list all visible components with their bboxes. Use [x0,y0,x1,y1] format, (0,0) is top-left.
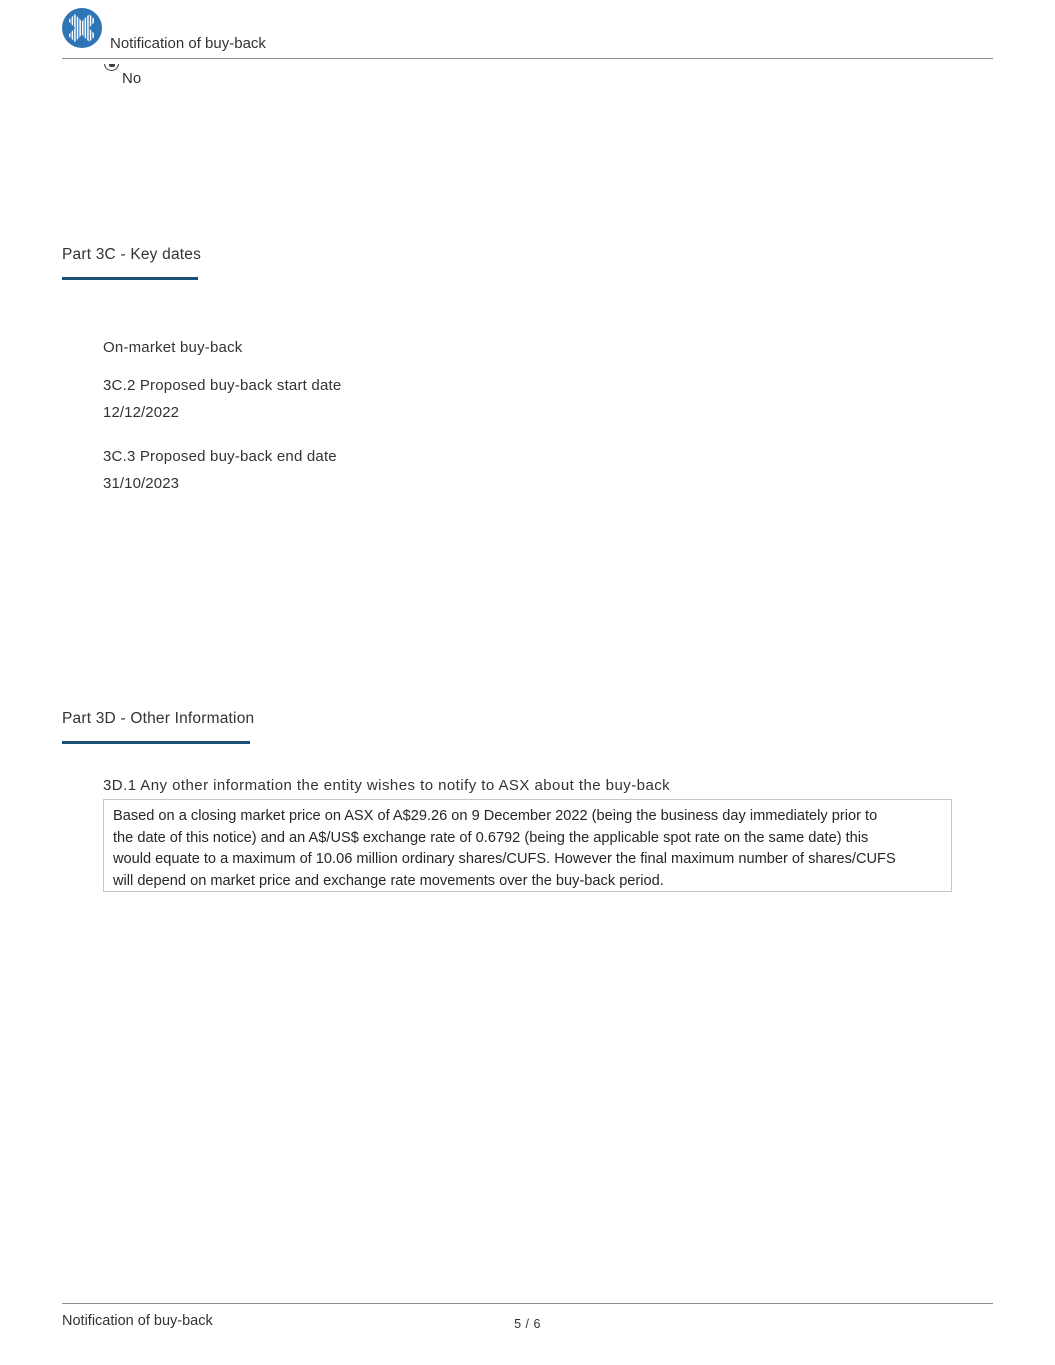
radio-dot [109,64,115,67]
answer-line: would equate to a maximum of 10.06 million ordinary shares/CUFS. However the final maximum number of shares/CUFS [113,851,896,868]
asx-logo-icon [62,8,102,48]
field-3c3-label: 3C.3 Proposed buy-back end date [103,448,337,465]
part-3d-heading: Part 3D - Other Information [62,710,255,727]
radio-button-icon[interactable] [103,64,120,77]
part-3c-heading: Part 3C - Key dates [62,246,202,263]
part-3d-underline [62,741,250,744]
field-3c2-label: 3C.2 Proposed buy-back start date [103,377,342,394]
buyback-type-label: On-market buy-back [103,339,243,356]
page-number-indicator: 5 / 6 [514,1317,541,1331]
answer-line: will depend on market price and exchange rate movements over the buy-back period. [113,872,664,889]
footer-doc-title: Notification of buy-back [62,1313,213,1329]
header-title: Notification of buy-back [110,35,266,52]
header-divider [62,58,993,59]
field-3d1-answer-box [103,799,952,892]
footer-divider [62,1303,993,1304]
answer-line: Based on a closing market price on ASX of A$29.26 on 9 December 2022 (being the business day immediately prior to [113,808,878,824]
radio-label-no: No [122,70,142,87]
answer-line: the date of this notice) and an A$/US$ exchange rate of 0.6792 (being the applicable spot rate on the same date) this [113,829,869,846]
field-3c3-value: 31/10/2023 [103,475,180,492]
field-3d1-label: 3D.1 Any other information the entity wishes to notify to ASX about the buy-back [103,777,671,794]
field-3c2-value: 12/12/2022 [103,404,180,421]
part-3c-underline [62,277,198,280]
